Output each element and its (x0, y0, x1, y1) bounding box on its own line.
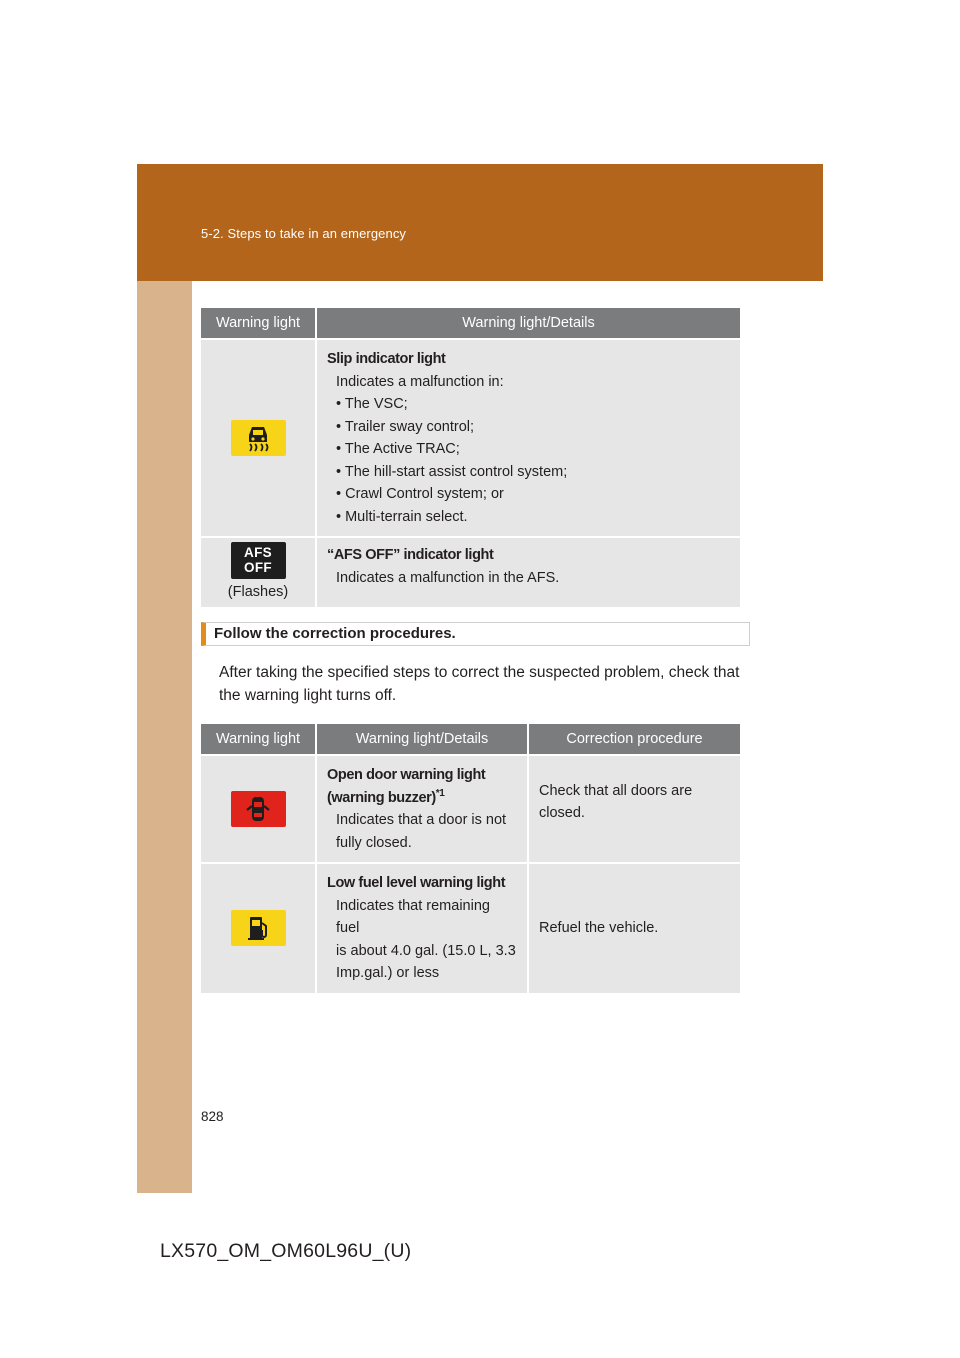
column-header: Warning light (201, 308, 316, 339)
icon-cell (201, 537, 316, 608)
details-cell (316, 339, 740, 537)
detail-line: • The VSC; (336, 396, 408, 412)
slip-indicator-icon (231, 420, 286, 456)
icon-cell (201, 339, 316, 537)
warning-light-table-2 (201, 724, 740, 995)
details-cell (316, 537, 740, 608)
detail-line: Indicates a malfunction in the AFS. (336, 569, 560, 586)
detail-line: Indicates that a door is not (336, 812, 507, 828)
fuel-pump-icon (231, 910, 286, 946)
detail-line: • The Active TRAC; (336, 441, 460, 457)
warning-title: Open door warning light (327, 767, 486, 783)
table-row (201, 339, 740, 537)
warning-title: Low fuel level warning light (327, 875, 506, 891)
detail-line: Imp.gal.) or less (336, 965, 440, 981)
detail-line: Indicates that remaining fuel (336, 897, 490, 936)
correction-line: Check that all doors are (539, 782, 693, 799)
table-row (201, 755, 740, 863)
detail-line: • Crawl Control system; or (336, 486, 504, 502)
detail-line: • The hill-start assist control system; (336, 463, 568, 480)
column-header: Correction procedure (528, 724, 740, 755)
step-heading: Follow the correction procedures. (201, 622, 750, 646)
details-cell (316, 863, 528, 994)
icon-cell (201, 755, 316, 863)
footnote-ref: *1 (435, 787, 445, 799)
correction-cell (528, 863, 740, 994)
open-door-icon (231, 791, 286, 827)
details-cell (316, 755, 528, 863)
correction-cell (528, 755, 740, 863)
detail-line: Indicates a malfunction in: (336, 373, 504, 390)
column-header: Warning light/Details (316, 724, 528, 755)
page-number: 828 (201, 1109, 224, 1124)
table-row (201, 863, 740, 994)
warning-title-cont: (warning buzzer) (327, 789, 436, 806)
column-header: Warning light (201, 724, 316, 755)
step-paragraph: After taking the specified steps to correct the suspected problem, check that the warning light turns off. (219, 664, 740, 704)
warning-title: “AFS OFF” indicator light (327, 547, 494, 563)
section-header-band (137, 164, 823, 281)
detail-line: • Trailer sway control; (336, 418, 475, 435)
warning-title: Slip indicator light (327, 351, 446, 367)
warning-light-table-1 (201, 308, 740, 609)
correction-line: Refuel the vehicle. (539, 920, 659, 936)
column-header: Warning light/Details (316, 308, 740, 339)
flash-note: (Flashes) (227, 583, 289, 600)
side-strip (137, 281, 192, 1193)
document-footer: LX570_OM_OM60L96U_(U) (160, 1240, 412, 1262)
afs-off-icon: AFS OFF (231, 542, 286, 579)
table-header-row (201, 308, 740, 339)
detail-line: is about 4.0 gal. (15.0 L, 3.3 (336, 942, 516, 959)
detail-line: • Multi-terrain select. (336, 508, 468, 525)
icon-cell (201, 863, 316, 994)
detail-line: fully closed. (336, 834, 412, 851)
table-header-row (201, 724, 740, 755)
table-row (201, 537, 740, 608)
correction-line: closed. (539, 805, 585, 821)
section-title: 5-2. Steps to take in an emergency (201, 226, 407, 241)
